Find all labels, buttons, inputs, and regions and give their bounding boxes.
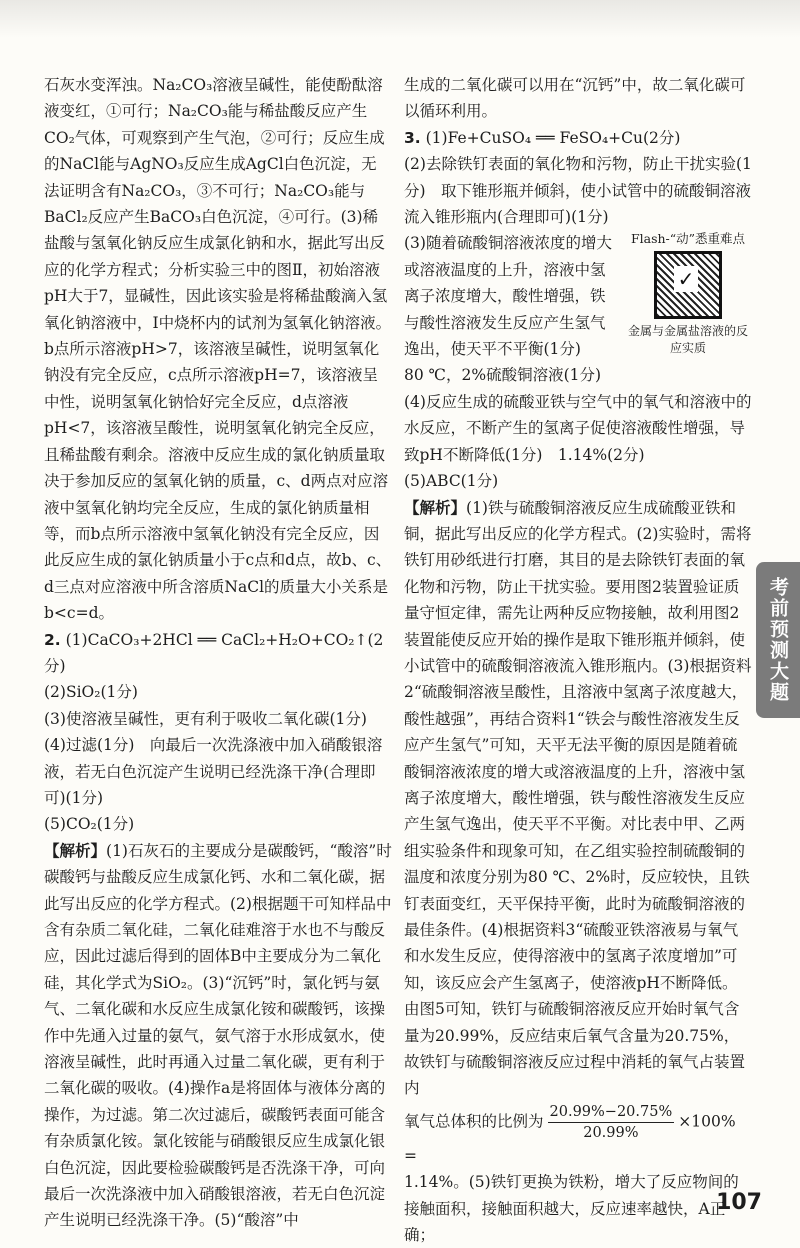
fraction-numerator: 20.99%−20.75%	[548, 1102, 675, 1123]
right-column	[404, 72, 752, 1248]
q3-jiexi-text: (1)铁与硫酸铜溶液反应生成硫酸亚铁和铜，据此写出反应的化学方程式。(2)实验时，需将铁钉用砂纸进行打磨，其目的是去除铁钉表面的氧化物和污物，防止干扰实验。要用图2装置验证质量守恒定律，需先让两种反应物接触，故利用图2装置能使反应开始的操作是取下锥形瓶并倾斜，使小试管中的硫酸铜溶液流入锥形瓶内。(3)根据资料2“硫酸铜溶液呈酸性，且溶液中氢离子浓度越大，酸性越强”，再结合资料1“铁会与酸性溶液发生反应产生氢气”可知，天平无法平衡的原因是随着硫酸铜溶液浓度的增大或溶液温度的上升，溶液中氢离子浓度增大，酸性增强，铁与酸性溶液发生反应产生氢气逸出，使天平不平衡。对比表中甲、乙两组实验条件和现象可知，在乙组实验控制硫酸铜的温度和浓度分别为80 ℃、2%时，反应较快，且铁钉表面变红，天平保持平衡，此时为硫酸铜溶液的最佳条件。(4)根据资料3“硫酸亚铁溶液易与氧气和水发生反应，使得溶液中的氢离子浓度增加”可知，该反应会产生氢离子，使溶液pH不断降低。由图5可知，铁钉与硫酸铜溶液反应开始时氧气含量为20.99%，反应结束后氧气含量为20.75%，故铁钉与硫酸铜溶液反应过程中消耗的氧气占装置内	[404, 498, 752, 1098]
q2-explanation	[44, 838, 392, 1234]
q2-line-3: (3)使溶液呈碱性，更有利于吸收二氧化碳(1分)	[44, 709, 367, 728]
q2-line-5: (5)CO₂(1分)	[44, 815, 135, 834]
qr-title: Flash-“动”悉重难点	[630, 231, 746, 247]
fraction	[548, 1102, 675, 1143]
q3-line-3: (3)随着硫酸铜溶液浓度的增大或溶液温度的上升，溶液中氢离子浓度增大，酸性增强，铁与酸性溶液发生反应产生氢气逸出，使天平不平衡(1分) 80 ℃，2%硫酸铜溶液(1分)	[404, 234, 612, 385]
formula-suffix: ×100% =	[404, 1112, 736, 1165]
q3-answer	[404, 125, 752, 151]
q3-line-2: (2)去除铁钉表面的氧化物和污物，防止干扰实验(1分) 取下锥形瓶并倾斜，使小试管中的硫酸铜溶液流入锥形瓶内(合理即可)(1分)	[404, 155, 752, 227]
oxygen-ratio-formula	[404, 1102, 752, 1169]
q2-number: 2.	[44, 630, 61, 649]
q2-jiexi-text: (1)石灰石的主要成分是碳酸钙，“酸溶”时碳酸钙与盐酸反应生成氯化钙、水和二氧化碳，据此写出反应的化学方程式。(2)根据题干可知样品中含有杂质二氧化硅，二氧化硅难溶于水也不与酸反应，因此过滤后得到的固体B中主要成分为二氧化硅，其化学式为SiO₂。(3)“沉钙”时，氯化钙与氨气、二氧化碳和水反应生成氯化铵和碳酸钙，该操作中先通入过量的氨气，氨气溶于水形成氨水，使溶液呈碱性，此时再通入过量二氧化碳，更有利于二氧化碳的吸收。(4)操作a是将固体与液体分离的操作，为过滤。第二次过滤后，碳酸钙表面可能含有杂质氯化铵。氯化铵能与硝酸银反应生成氯化银白色沉淀，因此要检验碳酸钙是否洗涤干净，可向最后一次洗涤液中加入硝酸银溶液，若无白色沉淀产生说明已经洗涤干净。(5)“酸溶”中	[44, 841, 392, 1230]
q3-number: 3.	[404, 128, 421, 147]
q3-explanation	[404, 495, 752, 1102]
qr-code-box[interactable]	[624, 230, 752, 357]
q2-jiexi-label: 【解析】	[44, 840, 107, 860]
qr-code-icon[interactable]	[654, 251, 722, 319]
qr-caption: 金属与金属盐溶液的反应实质	[627, 324, 748, 356]
page-number: 107	[716, 1190, 762, 1215]
q2-line-1: (1)CaCO₃+2HCl ══ CaCl₂+H₂O+CO₂↑(2分)	[44, 630, 384, 675]
q3-jiexi-label: 【解析】	[404, 497, 467, 517]
fraction-denominator: 20.99%	[583, 1124, 639, 1141]
q2-answer	[44, 627, 392, 680]
left-paragraph: 石灰水变浑浊。Na₂CO₃溶液呈碱性，能使酚酞溶液变红，①可行；Na₂CO₃能与稀盐酸反应产生CO₂气体，可观察到产生气泡，②可行；反应生成的NaCl能与AgNO₃反应生成AgCl白色沉淀，无法证明含有Na₂CO₃，③不可行；Na₂CO₃能与BaCl₂反应产生BaCO₃白色沉淀，④可行。(3)稀盐酸与氢氧化钠反应生成氯化钠和水，据此写出反应的化学方程式；分析实验三中的图Ⅱ，初始溶液pH大于7，显碱性，因此该实验是将稀盐酸滴入氢氧化钠溶液中，Ⅰ中烧杯内的试剂为氢氧化钠溶液。b点所示溶液pH>7，该溶液呈碱性，说明氢氧化钠没有完全反应，c点所示溶液pH=7，该溶液呈中性，说明氢氧化钠恰好完全反应，d点溶液pH<7，该溶液呈酸性，说明氢氧化钠完全反应，且稀盐酸有剩余。溶液中反应生成的氯化钠质量取决于参加反应的氢氧化钠的质量，c、d两点对应溶液中氢氧化钠均完全反应，生成的氯化钠质量相等，而b点所示溶液中氢氧化钠没有完全反应，因此反应生成的氯化钠质量小于c点和d点，故b、c、d三点对应溶液中所含溶质NaCl的质量大小关系是b<c=d。	[44, 76, 392, 623]
left-column	[44, 72, 392, 1234]
right-bottom-text: 1.14%。(5)铁钉更换为铁粉，增大了反应物间的接触面积，接触面积越大，反应速率越快，A正确；	[404, 1173, 739, 1245]
right-top-text: 生成的二氧化碳可以用在“沉钙”中，故二氧化碳可以循环利用。	[404, 76, 746, 121]
page-top-shadow	[0, 0, 800, 38]
q2-line-4: (4)过滤(1分) 向最后一次洗涤液中加入硝酸银溶液，若无白色沉淀产生说明已经洗涤干净(合理即可)(1分)	[44, 736, 383, 807]
q2-line-2: (2)SiO₂(1分)	[44, 683, 138, 702]
section-side-tab: 考前预测大题	[756, 562, 800, 718]
q3-line-1: (1)Fe+CuSO₄ ══ FeSO₄+Cu(2分)	[425, 128, 681, 147]
q3-line-5: (5)ABC(1分)	[404, 472, 499, 491]
q3-line-4: (4)反应生成的硫酸亚铁与空气中的氧气和溶液中的水反应，不断产生的氢离子促使溶液酸性增强，导致pH不断降低(1分) 1.14%(2分)	[404, 392, 752, 464]
formula-prefix: 氧气总体积的比例为	[404, 1112, 544, 1131]
